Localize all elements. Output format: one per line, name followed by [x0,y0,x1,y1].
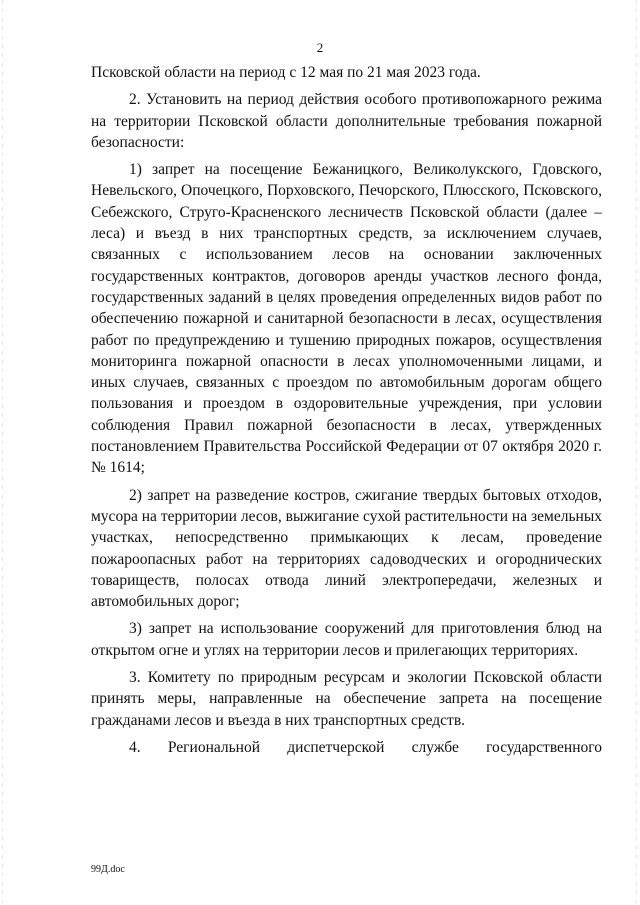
scan-edge-left [2,0,3,905]
scan-edge-right [636,0,637,905]
paragraph-item-4: 4. Региональной диспетчерской службе государственного [129,738,602,756]
paragraph-subitem-2: 2) запрет на разведение костров, сжигание твердых бытовых отходов, мусора на территории лесов, выжигание сухой растительности на земельных участках, непосредственно примыкающих к лесам, проведение пожароопасных работ на территориях садоводческих и огороднических товариществ, полосах отвода линий электропередачи, железных и автомобильных дорог; [91,486,602,611]
paragraph-subitem-1: 1) запрет на посещение Бежаницкого, Великолукского, Гдовского, Невельского, Опочецкого, Порховского, Печорского, Плюсского, Псковского, Себежского, Струго-Красненского лесничеств Псковской области (далее – леса) и въезд в них транспортных средств, за исключением случаев, связанных с использованием лесов на основании заключенных государственных контрактов, договоров аренды участков лесного фонда, государственных заданий в целях проведения определенных видов работ по обеспечению пожарной и санитарной безопасности в лесах, осуществления работ по предупреждению и тушению природных пожаров, осуществления мониторинга пожарной опасности в лесах уполномоченными лицами, и иных случаев, связанных с проездом по автомобильным дорогам общего пользования и проездом в оздоровительные учреждения, при условии соблюдения Правил пожарной безопасности в лесах, утвержденных постановлением Правительства Российской Федерации от 07 октября 2020 г. № 1614; [91,161,602,477]
footer-filename: 99Д.doc [91,864,125,875]
paragraph-item-2: 2. Установить на период действия особого противопожарного режима на территории Псковской области дополнительные требования пожарной безопасности: [91,91,602,151]
page-number: 2 [316,40,324,55]
paragraph-continuation: Псковской области на период с 12 мая по 21 мая 2023 года. [91,64,481,81]
document-body [91,62,602,764]
paragraph-subitem-3: 3) запрет на использование сооружений для приготовления блюд на открытом огне и углях на территории лесов и прилегающих территориях. [91,620,602,659]
paragraph-item-3: 3. Комитету по природным ресурсам и экологии Псковской области принять меры, направленные на обеспечение запрета на посещение гражданами лесов и въезда в них транспортных средств. [91,669,602,729]
